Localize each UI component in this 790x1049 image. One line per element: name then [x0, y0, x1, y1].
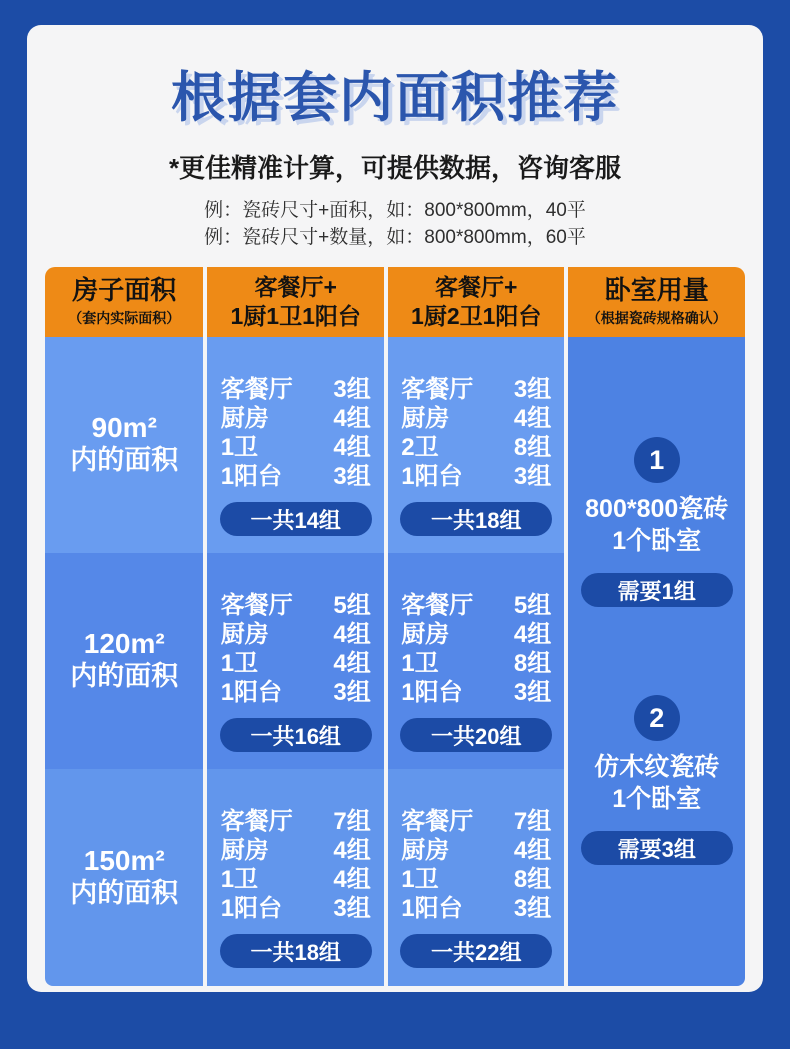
group-count: 7组: [513, 808, 552, 835]
room-label: 1卫: [220, 650, 259, 677]
group-count: 3组: [513, 463, 552, 490]
plan-item: [401, 620, 551, 649]
plan-item: [221, 620, 371, 649]
plan-item: [221, 591, 371, 620]
group-count: 8组: [513, 434, 552, 461]
group-count: 3组: [513, 376, 552, 403]
group-count: 8组: [513, 650, 552, 677]
plan-item: [401, 678, 551, 707]
plan-item: [401, 836, 551, 865]
room-label: 1阳台: [401, 679, 463, 706]
area-label: 内的面积: [70, 877, 179, 908]
area-value: 90m²: [91, 412, 157, 444]
plan-item: [221, 836, 371, 865]
step-1-number-badge: 1: [634, 437, 680, 483]
plan-item: [221, 649, 371, 678]
plan-item: [401, 462, 551, 491]
room-label: 1阳台: [401, 463, 463, 490]
group-count: 4组: [513, 621, 552, 648]
plan-item: [221, 462, 371, 491]
column-header-subtitle: （套内实际面积）: [68, 309, 181, 326]
group-count: 4组: [333, 866, 371, 893]
room-label: 客餐厅: [401, 808, 474, 835]
room-label: 客餐厅: [220, 808, 293, 835]
area-cell-150: [45, 769, 203, 986]
area-label: 内的面积: [70, 445, 179, 476]
group-count: 4组: [333, 434, 371, 461]
group-count: 3组: [333, 679, 371, 706]
tile-spec-label: 800*800瓷砖: [585, 495, 729, 523]
area-cell-120: [45, 553, 203, 769]
required-groups-pill: 需要3组: [581, 831, 733, 865]
plan-cell: [388, 553, 565, 769]
room-label: 厨房: [220, 405, 269, 432]
room-label: 厨房: [401, 837, 450, 864]
group-count: 4组: [333, 621, 371, 648]
step-2-number-badge: 2: [634, 695, 680, 741]
group-count: 4组: [513, 837, 552, 864]
room-label: 1阳台: [220, 463, 283, 490]
plan-item: [401, 865, 551, 894]
total-pill: 一共18组: [400, 502, 552, 536]
column-header-line2: 1厨2卫1阳台: [411, 303, 542, 329]
plan-item-list: [221, 807, 371, 923]
total-pill: 一共16组: [220, 718, 372, 752]
plan-cell: [207, 337, 384, 553]
column-header-plan-a: [207, 267, 384, 337]
total-pill: 一共20组: [400, 718, 552, 752]
total-pill: 一共14组: [220, 502, 372, 536]
group-count: 3组: [333, 376, 371, 403]
bedroom-section-2: [581, 695, 733, 865]
group-count: 4组: [513, 405, 552, 432]
plan-item: [221, 375, 371, 404]
plan-item: [221, 865, 371, 894]
area-cell-90: [45, 337, 203, 553]
column-header-subtitle: （根据瓷砖规格确认）: [586, 309, 727, 326]
room-label: 厨房: [220, 621, 269, 648]
plan-item: [401, 375, 551, 404]
plan-cell: [388, 769, 565, 986]
group-count: 4组: [333, 837, 371, 864]
column-header-title: 卧室用量: [604, 275, 709, 306]
room-label: 1阳台: [220, 679, 283, 706]
plan-item: [221, 433, 371, 462]
column-header-plan-b: [388, 267, 565, 337]
room-label: 客餐厅: [401, 376, 474, 403]
plan-item-list: [401, 375, 551, 491]
plan-cell: [388, 337, 565, 553]
plan-item: [401, 433, 551, 462]
plan-item: [401, 894, 551, 923]
total-pill: 一共22组: [400, 934, 552, 968]
example-line: 例：瓷砖尺寸+数量，如：800*800mm，60平: [204, 227, 586, 248]
room-label: 1卫: [401, 650, 439, 677]
plan-item: [401, 807, 551, 836]
required-groups-pill: 需要1组: [581, 573, 733, 607]
group-count: 3组: [333, 895, 371, 922]
group-count: 5组: [513, 592, 552, 619]
plan-item-list: [221, 591, 371, 707]
tile-spec-label: 仿木纹瓷砖: [594, 753, 720, 781]
room-label: 厨房: [401, 621, 450, 648]
group-count: 3组: [513, 679, 552, 706]
room-label: 厨房: [401, 405, 450, 432]
plan-item: [221, 404, 371, 433]
examples-inner: [204, 197, 586, 251]
room-label: 客餐厅: [220, 376, 293, 403]
plan-item: [401, 404, 551, 433]
plan-cell: [207, 769, 384, 986]
column-header-line1: 客餐厅+: [254, 274, 337, 301]
plan-cell: [207, 553, 384, 769]
bedroom-count-label: 1个卧室: [612, 527, 702, 555]
area-label: 内的面积: [70, 661, 179, 692]
group-count: 4组: [333, 650, 371, 677]
bedroom-count-label: 1个卧室: [612, 785, 702, 813]
plan-item: [401, 591, 551, 620]
group-count: 3组: [333, 463, 371, 490]
plan-item: [221, 678, 371, 707]
plan-item-list: [401, 807, 551, 923]
room-label: 厨房: [220, 837, 269, 864]
plan-item: [401, 649, 551, 678]
group-count: 7组: [333, 808, 371, 835]
group-count: 8组: [513, 866, 552, 893]
page-title: 根据套内面积推荐: [171, 68, 619, 128]
plan-item-list: [401, 591, 551, 707]
column-header-line2: 1厨1卫1阳台: [230, 303, 361, 329]
room-label: 客餐厅: [220, 592, 293, 619]
plan-item: [221, 894, 371, 923]
examples-block: [27, 197, 763, 251]
room-label: 客餐厅: [401, 592, 474, 619]
room-label: 1卫: [220, 866, 259, 893]
group-count: 4组: [333, 405, 371, 432]
column-header-title: 房子面积: [72, 275, 177, 306]
room-label: 1卫: [401, 866, 439, 893]
subtitle: *更佳精准计算，可提供数据，咨询客服: [168, 153, 622, 183]
content-card: [27, 25, 763, 992]
area-value: 150m²: [83, 844, 165, 876]
total-pill: 一共18组: [220, 934, 372, 968]
area-value: 120m²: [83, 628, 165, 660]
column-header-house-area: [45, 267, 203, 337]
plan-item: [221, 807, 371, 836]
room-label: 1卫: [220, 434, 259, 461]
example-line: 例：瓷砖尺寸+面积，如：800*800mm，40平: [204, 200, 586, 221]
column-header-line1: 客餐厅+: [435, 274, 518, 301]
room-label: 1阳台: [220, 895, 283, 922]
group-count: 5组: [333, 592, 371, 619]
bedroom-section-1: [581, 437, 733, 607]
plan-item-list: [221, 375, 371, 491]
room-label: 2卫: [401, 434, 439, 461]
bedroom-usage-cell: [568, 337, 745, 986]
recommendation-table: [45, 267, 745, 986]
group-count: 3组: [513, 895, 552, 922]
column-header-bedroom-usage: [568, 267, 745, 337]
room-label: 1阳台: [401, 895, 463, 922]
